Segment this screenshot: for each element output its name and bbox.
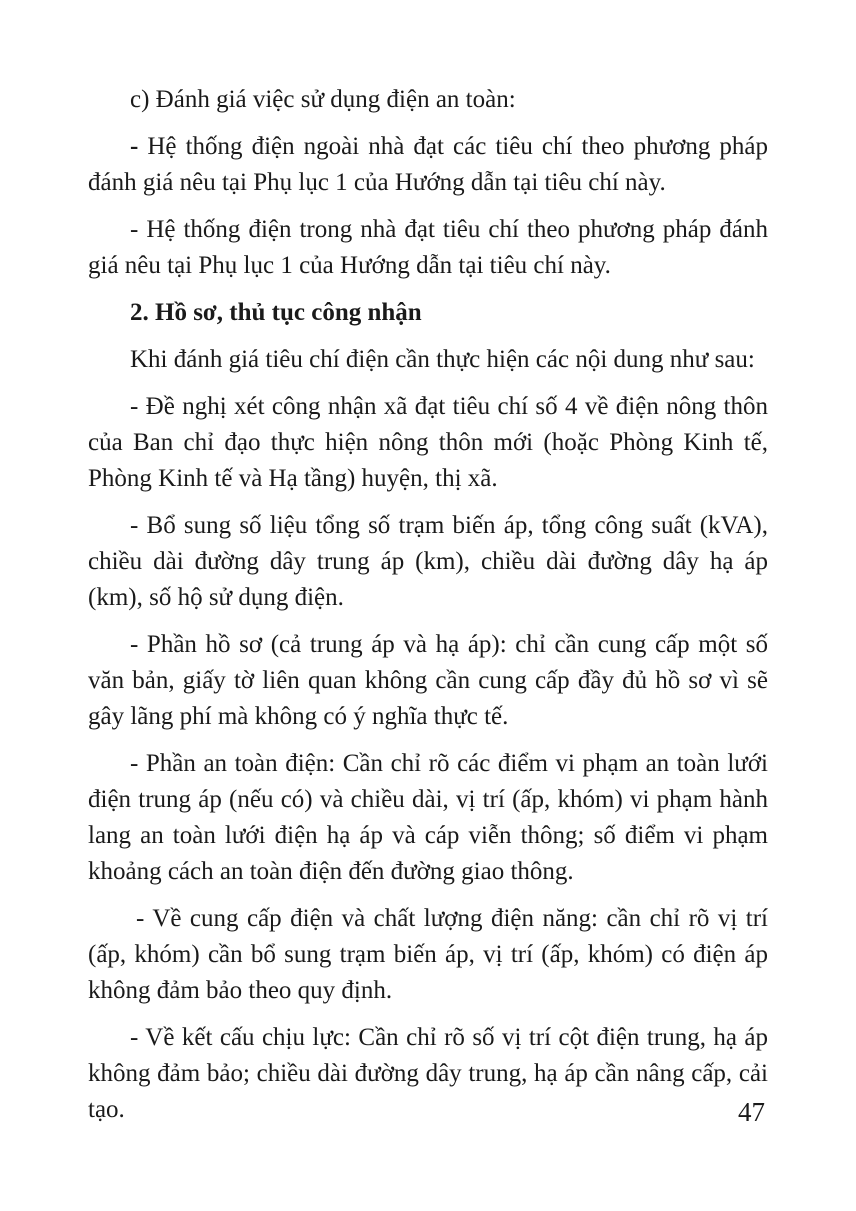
paragraph-proposal: - Đề nghị xét công nhận xã đạt tiêu chí số 4 về điện nông thôn của Ban chỉ đạo thực hiện nông thôn mới (hoặc Phòng Kinh tế, Phòng Kinh tế và Hạ tầng) huyện, thị xã. bbox=[88, 393, 768, 492]
paragraph-safety-eval-heading: c) Đánh giá việc sử dụng điện an toàn: bbox=[130, 86, 516, 113]
paragraph-records: - Phần hồ sơ (cả trung áp và hạ áp): chỉ cần cung cấp một số văn bản, giấy tờ liên quan không cần cung cấp đầy đủ hồ sơ vì sẽ gây lãng phí mà không có ý nghĩa thực tế. bbox=[88, 631, 768, 730]
paragraph-outdoor-system-text: Hệ thống điện ngoài nhà đạt các tiêu chí theo phương pháp đánh giá nêu tại Phụ lục 1 của Hướng dẫn tại tiêu chí này. bbox=[88, 133, 768, 196]
paragraph-outdoor-system bbox=[88, 129, 768, 201]
document-page bbox=[88, 82, 768, 1128]
paragraph-supplement-data: - Bổ sung số liệu tổng số trạm biến áp, tổng công suất (kVA), chiều dài đường dây trung áp (km), chiều dài đường dây hạ áp (km), số hộ sử dụng điện. bbox=[88, 512, 768, 611]
paragraph-electrical-safety: - Phần an toàn điện: Cần chỉ rõ các điểm vi phạm an toàn lưới điện trung áp (nếu có) và chiều dài, vị trí (ấp, khóm) vi phạm hành lang an toàn lưới điện hạ áp và cáp viễn thông; số điểm vi phạm khoảng cách an toàn điện đến đường giao thông. bbox=[88, 750, 768, 885]
paragraph-intro: Khi đánh giá tiêu chí điện cần thực hiện các nội dung như sau: bbox=[130, 346, 755, 373]
page-number: 47 bbox=[738, 1097, 765, 1127]
paragraph-power-supply: - Về cung cấp điện và chất lượng điện năng: cần chỉ rõ vị trí (ấp, khóm) cần bổ sung trạm biến áp, vị trí (ấp, khóm) có điện áp không đảm bảo theo quy định. bbox=[88, 905, 768, 1004]
bullet-dash: - bbox=[130, 133, 139, 160]
section-heading: 2. Hồ sơ, thủ tục công nhận bbox=[130, 299, 422, 326]
paragraph-load-structure: - Về kết cấu chịu lực: Cần chỉ rõ số vị trí cột điện trung, hạ áp không đảm bảo; chiều dài đường dây trung, hạ áp cần nâng cấp, cải tạo. bbox=[88, 1024, 768, 1123]
paragraph-indoor-system: - Hệ thống điện trong nhà đạt tiêu chí theo phương pháp đánh giá nêu tại Phụ lục 1 của Hướng dẫn tại tiêu chí này. bbox=[88, 216, 768, 279]
